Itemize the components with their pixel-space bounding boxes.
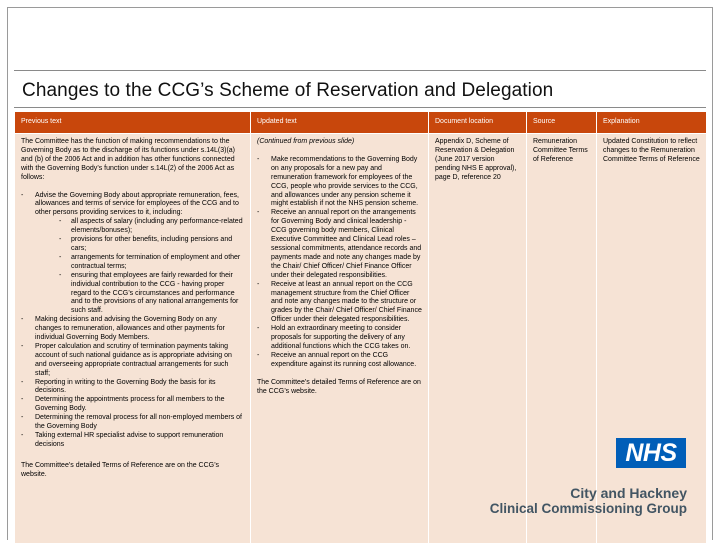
list-item: - Determining the appointments process for all members to the Governing Body. (21, 396, 244, 414)
header-explanation: Explanation (597, 112, 707, 134)
header-source: Source (527, 112, 597, 134)
nhs-logo (489, 438, 705, 538)
cell-source: Remuneration Committee Terms of Reference (527, 134, 597, 544)
previous-bullet-1: Advise the Governing Body about appropriate remuneration, fees, allowances and terms of service for employees of the CCG and to other persons providing services to it, including: (35, 191, 239, 217)
updated-intro: (Continued from previous slide) (257, 138, 355, 145)
list-item: - Reporting in writing to the Governing Body the basis for its decisions. (21, 379, 244, 397)
header-document-location: Document location (429, 112, 527, 134)
updated-footer: The Committee’s detailed Terms of Reference are on the CCG’s website. (257, 378, 421, 395)
list-item: - Taking external HR specialist advise to support remuneration decisions (21, 432, 244, 450)
updated-list (257, 156, 422, 370)
previous-intro: The Committee has the function of making recommendations to the Governing Body as to the discharge of its functions under s.14L(3)(a) and (b) of the 2006 Act and in addition has other functions connected with the Governing Body’s function under s.14L(2) of the 2006 Act as follows: (21, 138, 236, 181)
nhs-badge: NHS (616, 438, 686, 468)
list-item (21, 192, 244, 317)
previous-sublist (59, 218, 244, 316)
header-previous-text: Previous text (15, 112, 251, 134)
cell-updated-text (251, 134, 429, 544)
list-item: - Determining the removal process for all non-employed members of the Governing Body (21, 414, 244, 432)
org-name-line-2: Clinical Commissioning Group (489, 501, 687, 516)
previous-list (21, 192, 244, 450)
cell-explanation: Updated Constitution to reflect changes to the Remuneration Committee Terms of Reference (597, 134, 707, 544)
list-item: - provisions for other benefits, including pensions and cars; (59, 236, 244, 254)
cell-previous-text (15, 134, 251, 544)
list-item: - Receive an annual report on the CCG expenditure against its running cost allowance. (257, 352, 422, 370)
header-updated-text: Updated text (251, 112, 429, 134)
list-item: - arrangements for termination of employment and other contractual terms; (59, 254, 244, 272)
cell-document-location: Appendix D, Scheme of Reservation & Delegation (June 2017 version pending NHS E approval), page D, reference 20 (429, 134, 527, 544)
org-name-line-1: City and Hackney (570, 485, 687, 501)
list-item: - ensuring that employees are fairly rewarded for their individual contribution to the CCG - having proper regard to the CCG’s circumstances and performance and to the provisions of any national arrangements for such staff. (59, 272, 244, 317)
list-item: - Proper calculation and scrutiny of termination payments taking account of such national guidance as is appropriate advising on and overseeing appropriate contractual arrangements for such staff; (21, 343, 244, 379)
previous-footer: The Committee’s detailed Terms of Reference are on the CCG’s website. (21, 461, 220, 478)
list-item: - Making decisions and advising the Governing Body on any changes to remuneration, allowances and other payments for individual Governing Body Members. (21, 316, 244, 343)
list-item: - Receive an annual report on the arrangements for Governing Body and clinical leadership - CCG governing body members, Clinical Executive Committee and Clinical Lead roles – sessional commitments, attendance records and payments made and note any changes made by the Chair/ Chief Officer/ Chief Finance Officer under their delegated responsibilities. (257, 209, 422, 280)
list-item: - Hold an extraordinary meeting to consider proposals for supporting the delivery of any additional functions which the CCG takes on. (257, 325, 422, 352)
table-header-row (15, 112, 707, 134)
list-item: - Receive at least an annual report on the CCG management structure from the Chief Officer and note any changes made to the structure or grades by the Chair/ Chief Officer/ Chief Finance Officer under their delegated responsibilities. (257, 281, 422, 326)
list-item: - Make recommendations to the Governing Body on any proposals for a new pay and remuneration framework for employees of the CCG, people who provide services to the CCG, and allowances under any pension scheme it might establish if not the NHS pension scheme. (257, 156, 422, 209)
slide-title: Changes to the CCG’s Scheme of Reservation and Delegation (22, 80, 554, 101)
list-item: - all aspects of salary (including any performance-related elements/bonuses); (59, 218, 244, 236)
